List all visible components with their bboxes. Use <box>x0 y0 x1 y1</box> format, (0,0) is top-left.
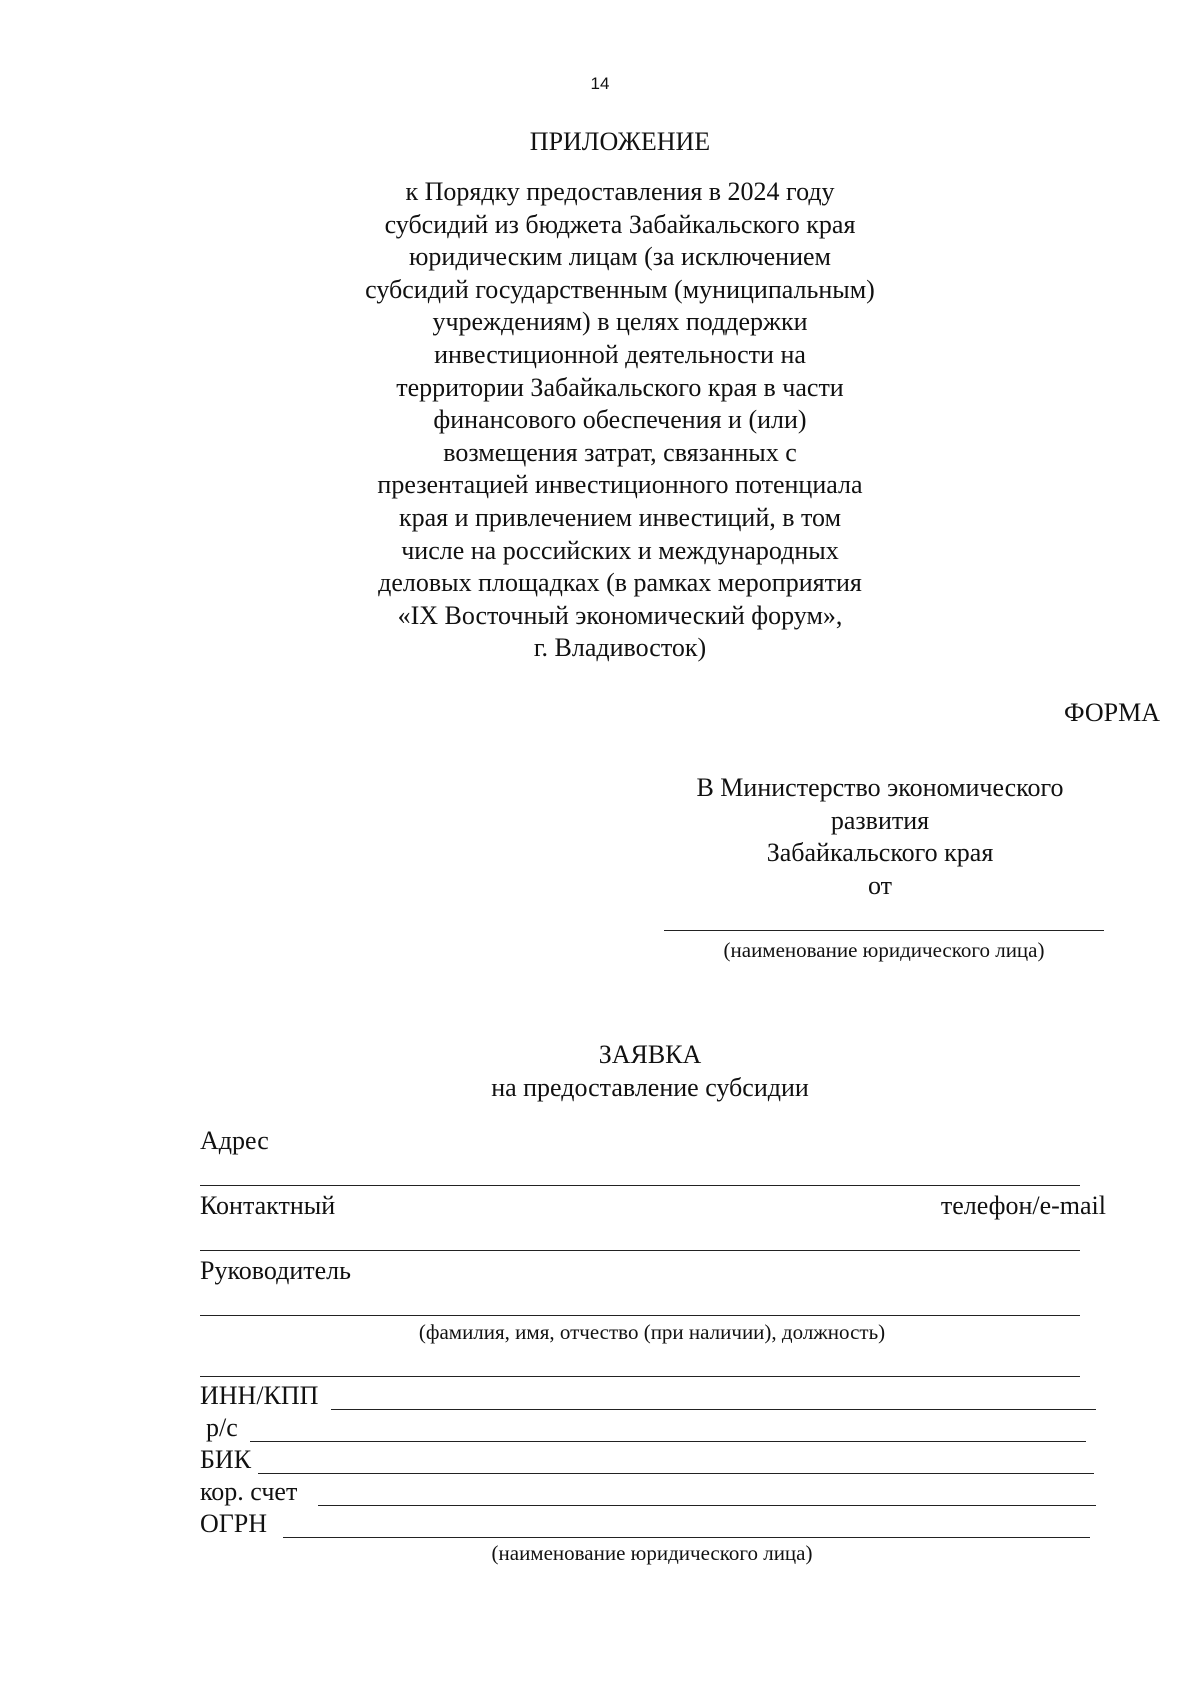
bik-field[interactable] <box>258 1473 1094 1474</box>
addressee-line: развития <box>830 805 930 835</box>
addressee-line: от <box>867 870 893 900</box>
bik-label: БИК <box>200 1445 252 1474</box>
contact-phone-email-label: телефон/e-mail <box>940 1191 1106 1220</box>
appendix-line: юридическим лицам (за исключением <box>409 242 831 272</box>
appendix-line: презентацией инвестиционного потенциала <box>377 470 863 500</box>
contact-label: Контактный <box>200 1191 336 1220</box>
appendix-title: ПРИЛОЖЕНИЕ <box>529 127 711 156</box>
addressee-caption: (наименование юридического лица) <box>723 938 1045 962</box>
inn-kpp-label: ИНН/КПП <box>200 1381 319 1410</box>
appendix-line: г. Владивосток) <box>533 633 707 663</box>
ogrn-field[interactable] <box>283 1537 1090 1538</box>
bottom-caption: (наименование юридического лица) <box>491 1541 813 1565</box>
appendix-line: учреждениям) в целях поддержки <box>432 307 808 337</box>
appendix-line: территории Забайкальского края в части <box>396 372 844 402</box>
head-caption: (фамилия, имя, отчество (при наличии), должность) <box>418 1320 886 1344</box>
appendix-line: числе на российских и международных <box>401 535 839 565</box>
address-label: Адрес <box>200 1126 269 1155</box>
account-field[interactable] <box>250 1441 1086 1442</box>
appendix-line: деловых площадках (в рамках мероприятия <box>378 568 862 598</box>
inn-kpp-field[interactable] <box>331 1409 1096 1410</box>
appendix-line: субсидий государственным (муниципальным) <box>365 274 875 304</box>
corr-account-label: кор. счет <box>200 1477 298 1506</box>
head-label: Руководитель <box>200 1256 351 1285</box>
addressee-name-field[interactable] <box>664 930 1104 931</box>
addressee-block <box>620 772 1140 902</box>
appendix-text <box>300 176 940 665</box>
appendix-line: возмещения затрат, связанных с <box>443 437 797 467</box>
appendix-line: инвестиционной деятельности на <box>434 339 806 369</box>
appendix-line: края и привлечением инвестиций, в том <box>398 502 842 532</box>
page-number: 14 <box>590 74 610 93</box>
corr-account-field[interactable] <box>318 1505 1096 1506</box>
head-field[interactable] <box>200 1315 1080 1316</box>
address-field[interactable] <box>200 1185 1080 1186</box>
appendix-line: финансового обеспечения и (или) <box>433 405 807 435</box>
appendix-line: «IX Восточный экономический форум», <box>397 600 843 630</box>
contact-field[interactable] <box>200 1250 1080 1251</box>
ogrn-label: ОГРН <box>200 1509 268 1538</box>
head-field-extra[interactable] <box>200 1376 1080 1377</box>
appendix-line: к Порядку предоставления в 2024 году <box>405 177 835 206</box>
account-label: р/с <box>206 1413 238 1442</box>
application-title: ЗАЯВКА <box>598 1040 702 1069</box>
addressee-line: В Министерство экономического <box>696 773 1064 802</box>
appendix-line: субсидий из бюджета Забайкальского края <box>384 209 856 239</box>
form-label: ФОРМА <box>1064 698 1160 727</box>
addressee-line: Забайкальского края <box>766 838 994 867</box>
application-subtitle: на предоставление субсидии <box>491 1073 809 1102</box>
